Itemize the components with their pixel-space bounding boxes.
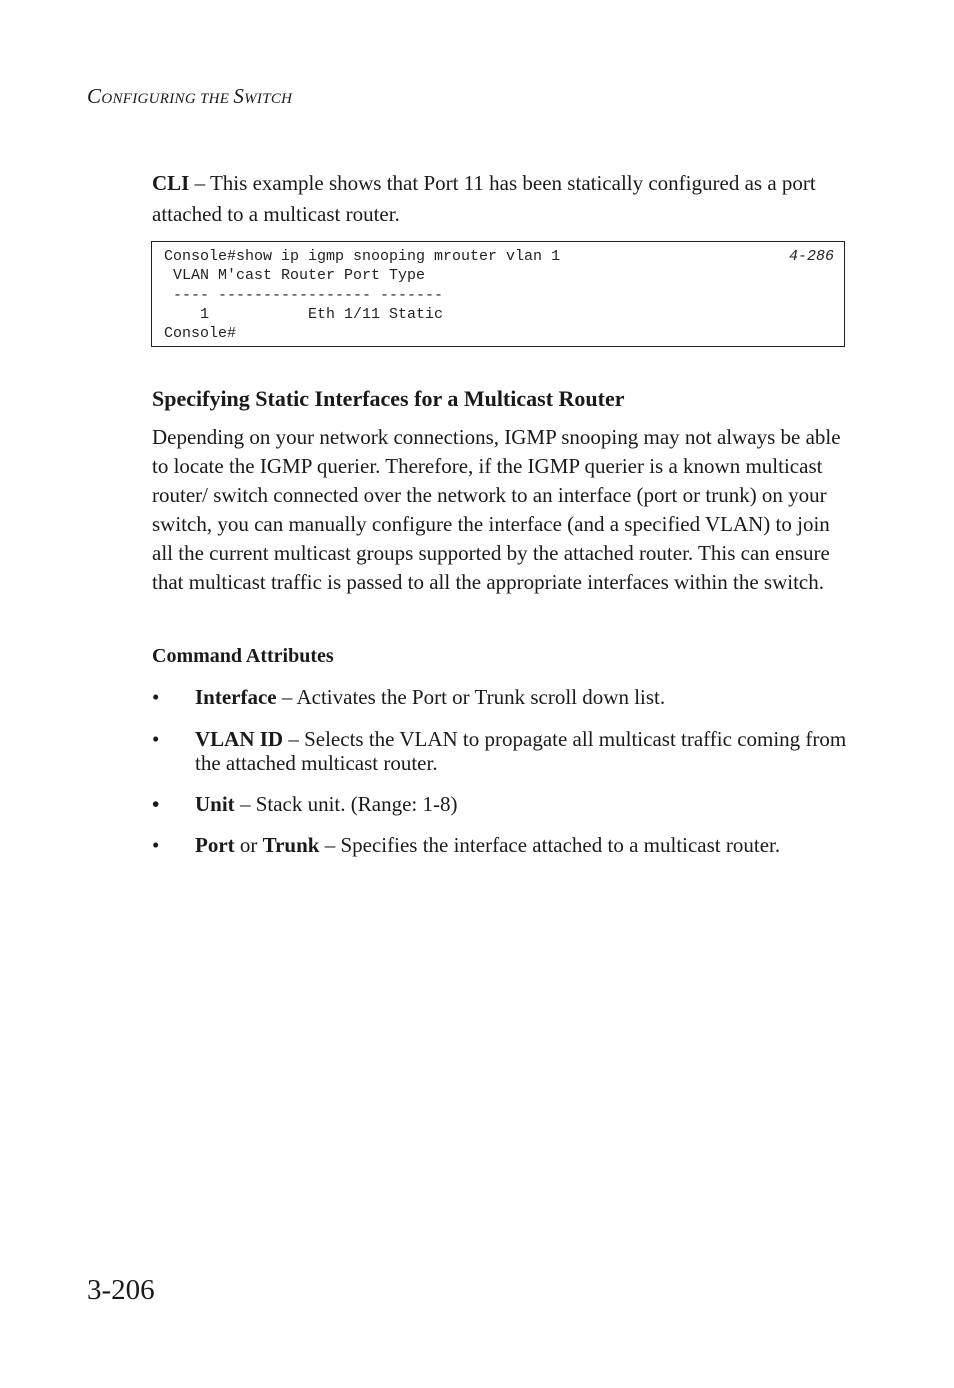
running-header-initial-s: S [233, 84, 245, 108]
section-paragraph: Depending on your network connections, IGMP snooping may not always be able to locate the IGMP querier. Therefore, if the IGMP querier is a known multicast router/ switch connected over the network to an interface (port or trunk) on your switch, you can manually configure the interface (and a specified VLAN) to join all the current multicast groups supported by the attached router. This can ensure that multicast traffic is passed to all the appropriate interfaces within the switch. [152, 425, 841, 594]
attribute-connector: or [234, 833, 263, 857]
attribute-term: Trunk [262, 833, 320, 857]
command-page-reference: 4-286 [788, 248, 834, 265]
list-item-text [195, 833, 875, 857]
running-header-smallcaps-1: ONFIGURING THE [101, 91, 234, 107]
section-heading: Specifying Static Interfaces for a Multicast Router [152, 386, 625, 411]
list-item-text [195, 685, 855, 709]
page-number: 3-206 [87, 1274, 155, 1306]
attribute-term: Interface [195, 685, 277, 709]
list-item-text [195, 792, 855, 816]
code-line: VLAN M'cast Router Port Type [164, 267, 426, 285]
attribute-description: – Specifies the interface attached to a multicast router. [319, 833, 781, 857]
code-line: Console#show ip igmp snooping mrouter vlan 1 [164, 248, 561, 265]
code-line: ---- ----------------- ------- [164, 286, 444, 304]
running-header [87, 84, 292, 109]
running-header-smallcaps-2: WITCH [244, 91, 293, 107]
cli-intro-paragraph [152, 168, 852, 230]
bullet-icon: • [152, 792, 160, 816]
attribute-description: – Activates the Port or Trunk scroll down list. [276, 685, 666, 709]
attribute-term: VLAN ID [195, 727, 284, 751]
list-item-text [195, 727, 855, 775]
command-attributes-heading: Command Attributes [152, 645, 334, 667]
attribute-term: Unit [195, 792, 235, 816]
running-header-initial-c: C [87, 84, 102, 108]
cli-code-block [164, 247, 560, 343]
attribute-term: Port [195, 833, 235, 857]
attribute-description: – Selects the VLAN to propagate all multicast traffic coming from the attached multicast router. [195, 727, 847, 775]
code-line: 1 Eth 1/11 Static [164, 305, 444, 323]
cli-label: CLI [152, 171, 190, 195]
bullet-icon: • [152, 685, 160, 709]
attribute-description: – Stack unit. (Range: 1-8) [234, 792, 458, 816]
bullet-icon: • [152, 727, 160, 751]
bullet-icon: • [152, 833, 160, 857]
code-line: Console# [164, 325, 237, 343]
cli-example-box [151, 241, 845, 347]
cli-intro-text: – This example shows that Port 11 has been statically configured as a port attached to a multicast router. [152, 171, 816, 226]
